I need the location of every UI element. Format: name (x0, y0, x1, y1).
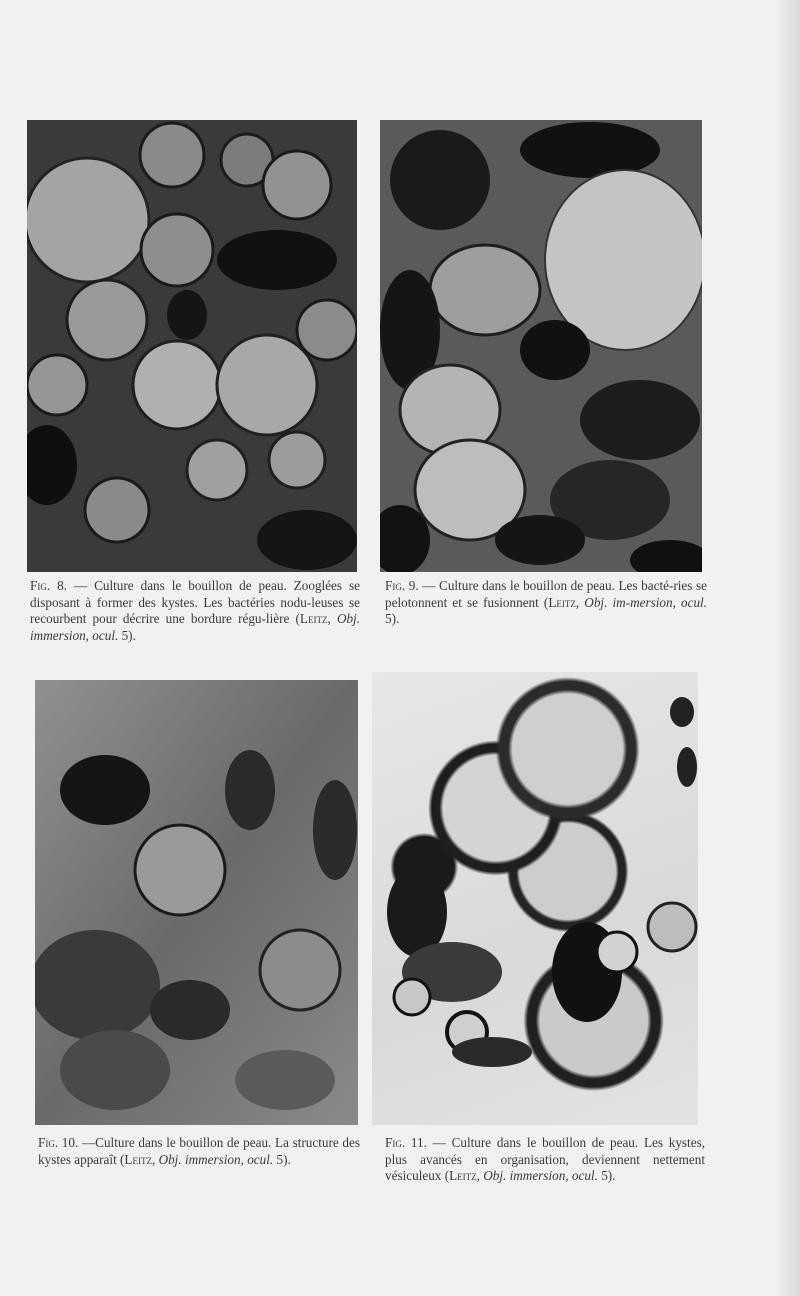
caption-objective: Obj. im-mersion, ocul. (584, 594, 707, 610)
caption-ocular-number: 5 (121, 627, 129, 643)
caption-text: — Culture dans le bouillon de peau. Les kystes, plus avancés en organisation, deviennent nettement vésiculeux ( (385, 1135, 706, 1183)
caption-fig-9: Fig. 9. — Culture dans le bouillon de peau. Les bacté-ries se pelotonnent et se fusionnent (Leitz, Obj. im-mersion, ocul. 5). (385, 578, 707, 626)
caption-ocular-number: 5 (276, 1151, 284, 1167)
figure-label: Fig. 9. (385, 578, 419, 593)
micrograph-fig-11 (372, 672, 698, 1125)
caption-ocular-number: 5 (385, 611, 392, 626)
figure-label: Fig. 11. (385, 1135, 427, 1150)
caption-text: — Culture dans le bouillon de peau. Zooglées se disposant à former des kystes. Les bactéries nodu-leuses se recourbent pour décrire une bordure régu-lière ( (30, 578, 360, 626)
page-edge-shadow (774, 0, 800, 1296)
caption-objective: Obj. immersion, ocul. (158, 1151, 274, 1167)
micrograph-fig-9 (380, 120, 702, 572)
caption-author: Leitz (449, 1168, 477, 1183)
figure-label: Fig. 8. (30, 578, 67, 593)
caption-text: —Culture dans le bouillon de peau. La structure des kystes apparaît ( (38, 1135, 360, 1167)
caption-end: ). (283, 1151, 291, 1167)
caption-fig-11: Fig. 11. — Culture dans le bouillon de peau. Les kystes, plus avancés en organisation, deviennent nettement vésiculeux (Leitz, Obj. immersion, ocul. 5). (385, 1135, 706, 1183)
caption-text: — Culture dans le bouillon de peau. Les bacté-ries se pelotonnent et se fusionnent ( (385, 578, 707, 610)
caption-ocular-number: 5 (601, 1168, 608, 1183)
figure-label: Fig. 10. (38, 1135, 79, 1150)
caption-end: ). (391, 611, 400, 626)
caption-author: Leitz (124, 1151, 152, 1167)
caption-objective: Obj. immersion, ocul. (30, 611, 361, 643)
caption-author: Leitz (548, 594, 576, 610)
caption-fig-8: Fig. 8. — Culture dans le bouillon de peau. Zooglées se disposant à former des kystes. Les bactéries nodu-leuses se recourbent pour décrire une bordure régu-lière (Leitz, Obj. immersion, ocul. 5). (30, 578, 361, 643)
caption-end: ). (607, 1168, 616, 1183)
micrograph-fig-10 (35, 680, 358, 1125)
micrograph-fig-8 (27, 120, 357, 572)
caption-end: ). (128, 627, 136, 643)
caption-author: Leitz (299, 611, 328, 626)
caption-fig-10: Fig. 10. —Culture dans le bouillon de peau. La structure des kystes apparaît (Leitz, Obj. immersion, ocul. 5). (38, 1135, 360, 1167)
caption-objective: Obj. immersion, ocul. (483, 1168, 598, 1183)
